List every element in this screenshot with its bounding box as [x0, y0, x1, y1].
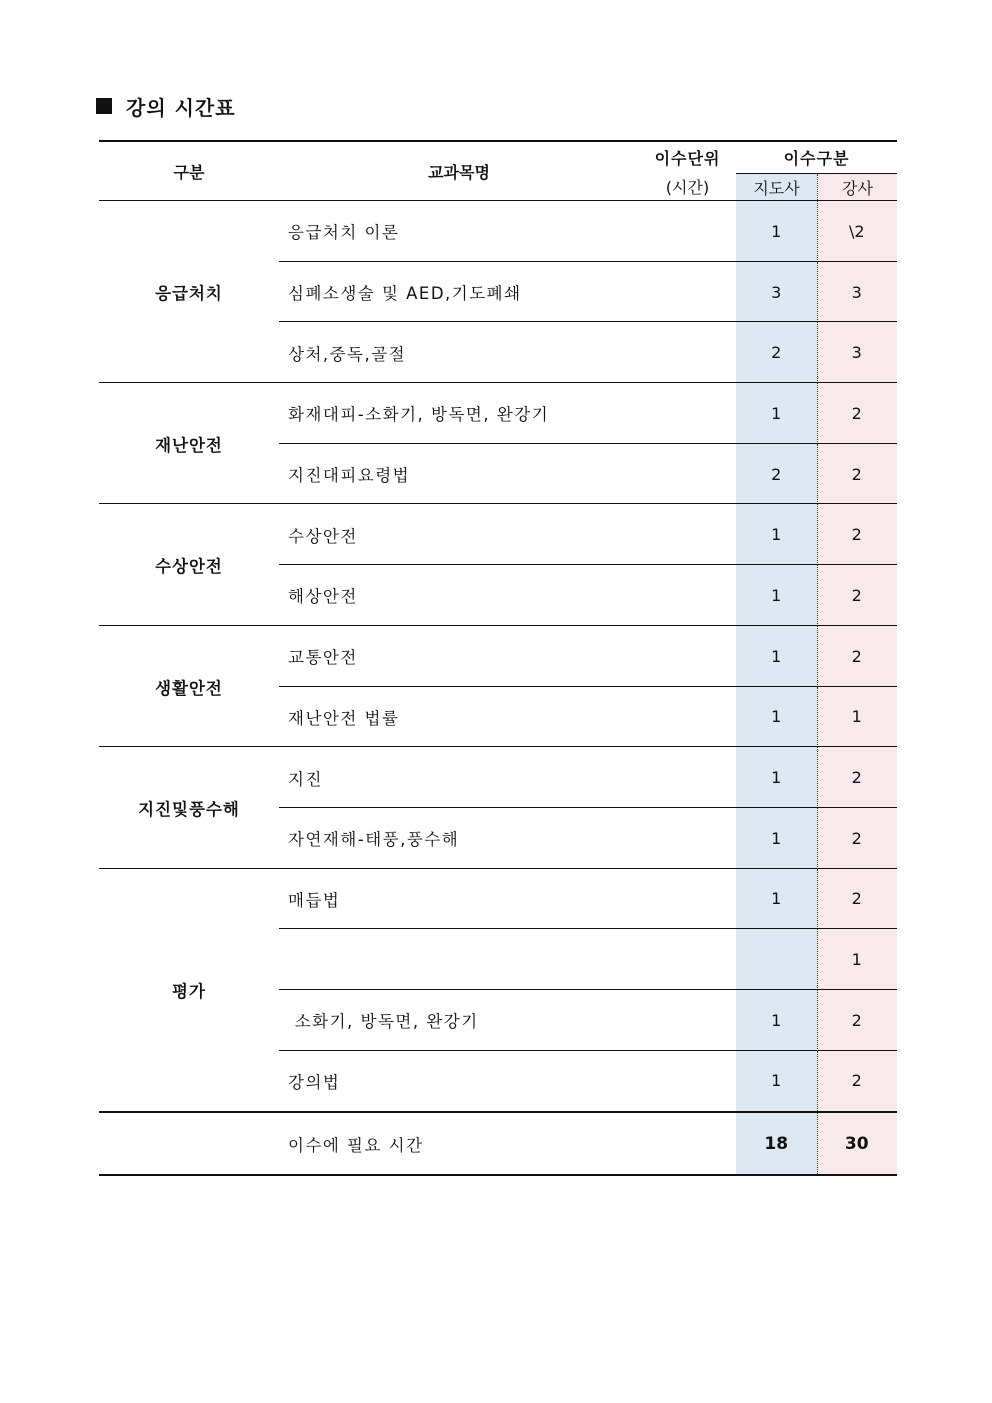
subject-cell: 화재대피-소화기, 방독면, 완강기 — [288, 405, 550, 425]
table-group — [99, 504, 897, 625]
table-header — [99, 140, 897, 201]
subject-cell: 소화기, 방독면, 완강기 — [288, 1012, 479, 1032]
total-instructor: 18 — [736, 1113, 817, 1174]
lecturer-hours-cell: 2 — [817, 626, 898, 687]
table-group — [99, 747, 897, 868]
subject-cell: 상처,중독,골절 — [288, 344, 407, 364]
header-category: 구분 — [173, 162, 205, 182]
header-subject: 교과목명 — [428, 162, 490, 182]
instructor-hours-cell: 1 — [736, 201, 817, 262]
lecturer-hours-cell: 2 — [817, 990, 898, 1051]
subject-cell: 심폐소생술 및 AED,기도폐쇄 — [288, 284, 522, 304]
table-group — [99, 201, 897, 383]
instructor-hours-cell: 1 — [736, 1051, 817, 1112]
instructor-hours-cell: 3 — [736, 262, 817, 323]
total-dotted-divider — [817, 1113, 818, 1174]
subject-cell: 지진 — [288, 769, 323, 789]
dotted-divider — [817, 687, 818, 748]
header-credit-unit: 이수단위 — [654, 148, 721, 168]
dotted-divider — [817, 504, 818, 565]
lecturer-hours-cell: 2 — [817, 565, 898, 626]
instructor-hours-cell: 1 — [736, 383, 817, 444]
subject-cell: 재난안전 법률 — [288, 708, 400, 728]
lecturer-hours-cell: 2 — [817, 808, 898, 869]
title-text: 강의 시간표 — [126, 95, 236, 120]
category-cell: 재난안전 — [155, 435, 223, 455]
dotted-divider — [817, 322, 818, 383]
lecturer-hours-cell: 2 — [817, 747, 898, 808]
subject-cell: 강의법 — [288, 1072, 341, 1092]
page-title — [96, 90, 236, 122]
instructor-hours-cell: 2 — [736, 322, 817, 383]
total-label: 이수에 필요 시간 — [288, 1135, 424, 1155]
header-division: 이수구분 — [783, 148, 850, 168]
instructor-hours-cell: 1 — [736, 747, 817, 808]
subject-cell: 수상안전 — [288, 526, 358, 546]
dotted-divider — [817, 626, 818, 687]
dotted-divider — [817, 444, 818, 505]
instructor-hours-cell: 1 — [736, 869, 817, 930]
dotted-divider — [817, 808, 818, 869]
table-group — [99, 626, 897, 747]
dotted-divider — [817, 1051, 818, 1112]
instructor-hours-cell: 1 — [736, 565, 817, 626]
total-lecturer: 30 — [817, 1113, 898, 1174]
subject-cell: 자연재해-태풍,풍수해 — [288, 830, 460, 850]
header-dotted-divider — [817, 174, 818, 200]
subject-cell: 해상안전 — [288, 587, 358, 607]
lecturer-hours-cell: 3 — [817, 262, 898, 323]
table-group — [99, 869, 897, 1112]
dotted-divider — [817, 747, 818, 808]
header-credit-unit-sub: (시간) — [665, 177, 710, 197]
category-cell: 생활안전 — [155, 678, 223, 698]
dotted-divider — [817, 869, 818, 930]
dotted-divider — [817, 201, 818, 262]
table-body — [99, 201, 897, 1111]
dotted-divider — [817, 262, 818, 323]
category-cell: 평가 — [172, 981, 206, 1001]
lecturer-hours-cell: 1 — [817, 687, 898, 748]
lecturer-hours-cell: 2 — [817, 444, 898, 505]
category-cell: 응급처치 — [155, 284, 223, 304]
square-bullet-icon — [96, 98, 112, 114]
lecturer-hours-cell: \2 — [817, 201, 898, 262]
lecturer-hours-cell: 2 — [817, 869, 898, 930]
instructor-hours-cell: 1 — [736, 808, 817, 869]
dotted-divider — [817, 383, 818, 444]
dotted-divider — [817, 929, 818, 990]
subject-cell: 교통안전 — [288, 648, 358, 668]
lecturer-hours-cell: 2 — [817, 1051, 898, 1112]
subject-cell: 매듭법 — [288, 890, 341, 910]
header-lecturer: 강사 — [818, 174, 897, 200]
instructor-hours-cell: 1 — [736, 504, 817, 565]
lecturer-hours-cell: 3 — [817, 322, 898, 383]
instructor-hours-cell: 1 — [736, 626, 817, 687]
subject-cell: 지진대피요령법 — [288, 466, 411, 486]
table-group — [99, 383, 897, 504]
lecturer-hours-cell: 1 — [817, 929, 898, 990]
category-cell: 수상안전 — [155, 557, 223, 577]
instructor-hours-cell: 1 — [736, 687, 817, 748]
header-instructor: 지도사 — [736, 174, 817, 200]
subject-cell: 응급처치 이론 — [288, 223, 400, 243]
instructor-hours-cell: 1 — [736, 990, 817, 1051]
instructor-hours-cell — [736, 929, 817, 990]
lecturer-hours-cell: 2 — [817, 383, 898, 444]
dotted-divider — [817, 990, 818, 1051]
timetable — [99, 140, 897, 1176]
total-row — [99, 1111, 897, 1176]
category-cell: 지진및풍수해 — [138, 799, 240, 819]
lecturer-hours-cell: 2 — [817, 504, 898, 565]
instructor-hours-cell: 2 — [736, 444, 817, 505]
dotted-divider — [817, 565, 818, 626]
